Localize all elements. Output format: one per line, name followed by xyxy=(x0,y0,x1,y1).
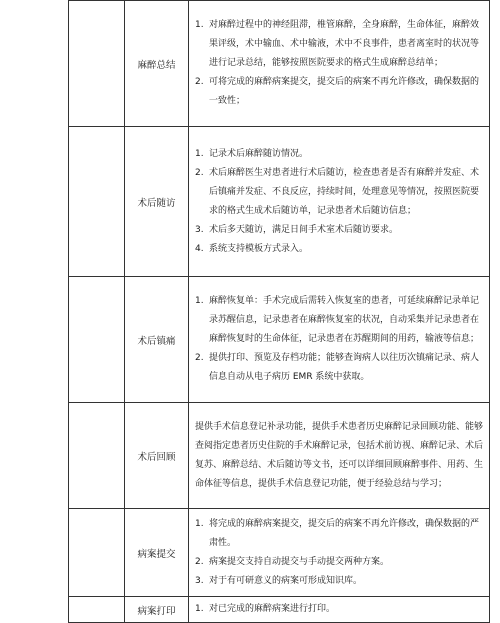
desc-text: 麻醉恢复单：手术完成后需转入恢复室的患者，可延续麻醉记录单记录苏醒信息，记录患者在麻醉恢复室的状况，自动采集并记录患者在麻醉恢复时的生命体征，记录患者在苏醒期间的用药，输液等信息； xyxy=(209,296,480,344)
list-item: 3. 术后多天随访，满足日间手术室术后随访要求。 xyxy=(195,224,399,235)
list-item: 1. 记录术后麻醉随访情况。 xyxy=(195,148,309,159)
function-desc-cell xyxy=(189,597,490,623)
desc-text: 提供打印、预览及存档功能；能够查询病人以往历次镇痛记录、病人信息自动从电子病历 EMR 系统中获取。 xyxy=(209,353,480,382)
desc-list xyxy=(195,145,483,259)
desc-text: 对于有可研意义的病案可形成知识库。 xyxy=(209,575,363,586)
table-row xyxy=(69,277,490,403)
list-item: 2. 提供打印、预览及存档功能；能够查询病人以往历次镇痛记录、病人信息自动从电子病历 EMR 系统中获取。 xyxy=(195,353,480,382)
function-name: 术后镇痛 xyxy=(137,335,176,347)
blank-cell xyxy=(69,127,125,277)
function-desc-cell xyxy=(189,1,490,127)
blank-cell xyxy=(69,1,125,127)
desc-paragraph: 提供手术信息登记补录功能，提供手术患者历史麻醉记录回顾功能、能够查阅指定患者历史住院的手术麻醉记录，包括术前访视、麻醉记录、术后复苏、麻醉总结、术后随访等文书，还可以详细回顾麻醉事件、用药、生命体征等信息，提供手术信息登记功能，便于经验总结与学习； xyxy=(195,421,484,489)
function-spec-table xyxy=(68,0,490,623)
desc-text: 对已完成的麻醉病案进行打印。 xyxy=(209,604,336,614)
blank-cell xyxy=(69,509,125,597)
function-name: 术后回顾 xyxy=(137,451,176,463)
function-name-cell xyxy=(125,509,189,597)
list-item: 1. 麻醉恢复单：手术完成后需转入恢复室的患者，可延续麻醉记录单记录苏醒信息，记录患者在麻醉恢复室的状况，自动采集并记录患者在麻醉恢复时的生命体征，记录患者在苏醒期间的用药，输液等信息； xyxy=(195,296,480,344)
function-name: 病案提交 xyxy=(137,548,176,560)
desc-list xyxy=(195,600,483,619)
desc-text: 记录术后麻醉随访情况。 xyxy=(209,148,309,159)
desc-list xyxy=(195,16,483,111)
desc-text: 术后麻醉医生对患者进行术后随访，检查患者是否有麻醉并发症、术后镇痛并发症、不良反应，持续时间，处理意见等情况，按照医院要求的格式生成术后随访单，记录患者术后随访信息； xyxy=(209,167,480,216)
function-desc-cell xyxy=(189,127,490,277)
list-item: 1. 对已完成的麻醉病案进行打印。 xyxy=(195,604,336,614)
list-item: 2. 可将完成的麻醉病案提交，提交后的病案不再允许修改，确保数据的一致性； xyxy=(195,77,480,106)
function-name: 术后随访 xyxy=(137,197,176,209)
list-item: 2. 术后麻醉医生对患者进行术后随访，检查患者是否有麻醉并发症、术后镇痛并发症、不良反应，持续时间，处理意见等情况，按照医院要求的格式生成术后随访单，记录患者术后随访信息； xyxy=(195,167,480,216)
desc-list xyxy=(195,292,483,387)
desc-text: 可将完成的麻醉病案提交，提交后的病案不再允许修改，确保数据的一致性； xyxy=(209,77,480,106)
table-row xyxy=(69,597,490,623)
list-item: 4. 系统支持模板方式录入。 xyxy=(195,243,309,254)
blank-cell xyxy=(69,597,125,623)
function-name-cell xyxy=(125,597,189,623)
function-name-cell xyxy=(125,127,189,277)
function-desc-cell xyxy=(189,277,490,403)
desc-text: 对麻醉过程中的神经阻滞，椎管麻醉，全身麻醉，生命体征，麻醉效果评级，术中输血、术中输液，术中不良事件，患者离室时的状况等进行记录总结，能够按照医院要求的格式生成麻醉总结单； xyxy=(209,20,480,68)
blank-cell xyxy=(69,277,125,403)
table-row xyxy=(69,403,490,509)
blank-cell xyxy=(69,403,125,509)
list-item: 3. 对于有可研意义的病案可形成知识库。 xyxy=(195,575,363,586)
list-item: 2. 病案提交支持自动提交与手动提交两种方案。 xyxy=(195,556,390,567)
table-row xyxy=(69,509,490,597)
function-name: 麻醉总结 xyxy=(137,59,176,71)
function-name-cell xyxy=(125,277,189,403)
desc-text: 术后多天随访，满足日间手术室术后随访要求。 xyxy=(209,224,399,235)
list-item: 1. 对麻醉过程中的神经阻滞，椎管麻醉，全身麻醉，生命体征，麻醉效果评级，术中输血、术中输液，术中不良事件，患者离室时的状况等进行记录总结，能够按照医院要求的格式生成麻醉总结单； xyxy=(195,20,480,68)
list-item: 1. 将完成的麻醉病案提交，提交后的病案不再允许修改，确保数据的严肃性。 xyxy=(195,518,480,548)
desc-text: 系统支持模板方式录入。 xyxy=(209,243,309,254)
desc-list xyxy=(195,515,483,591)
function-desc-cell xyxy=(189,403,490,509)
table-row xyxy=(69,127,490,277)
function-desc-cell xyxy=(189,509,490,597)
table-row xyxy=(69,1,490,127)
function-name: 病案打印 xyxy=(137,605,176,617)
function-name-cell xyxy=(125,1,189,127)
function-name-cell xyxy=(125,403,189,509)
desc-text: 病案提交支持自动提交与手动提交两种方案。 xyxy=(209,556,390,567)
desc-text: 将完成的麻醉病案提交，提交后的病案不再允许修改，确保数据的严肃性。 xyxy=(209,518,480,548)
